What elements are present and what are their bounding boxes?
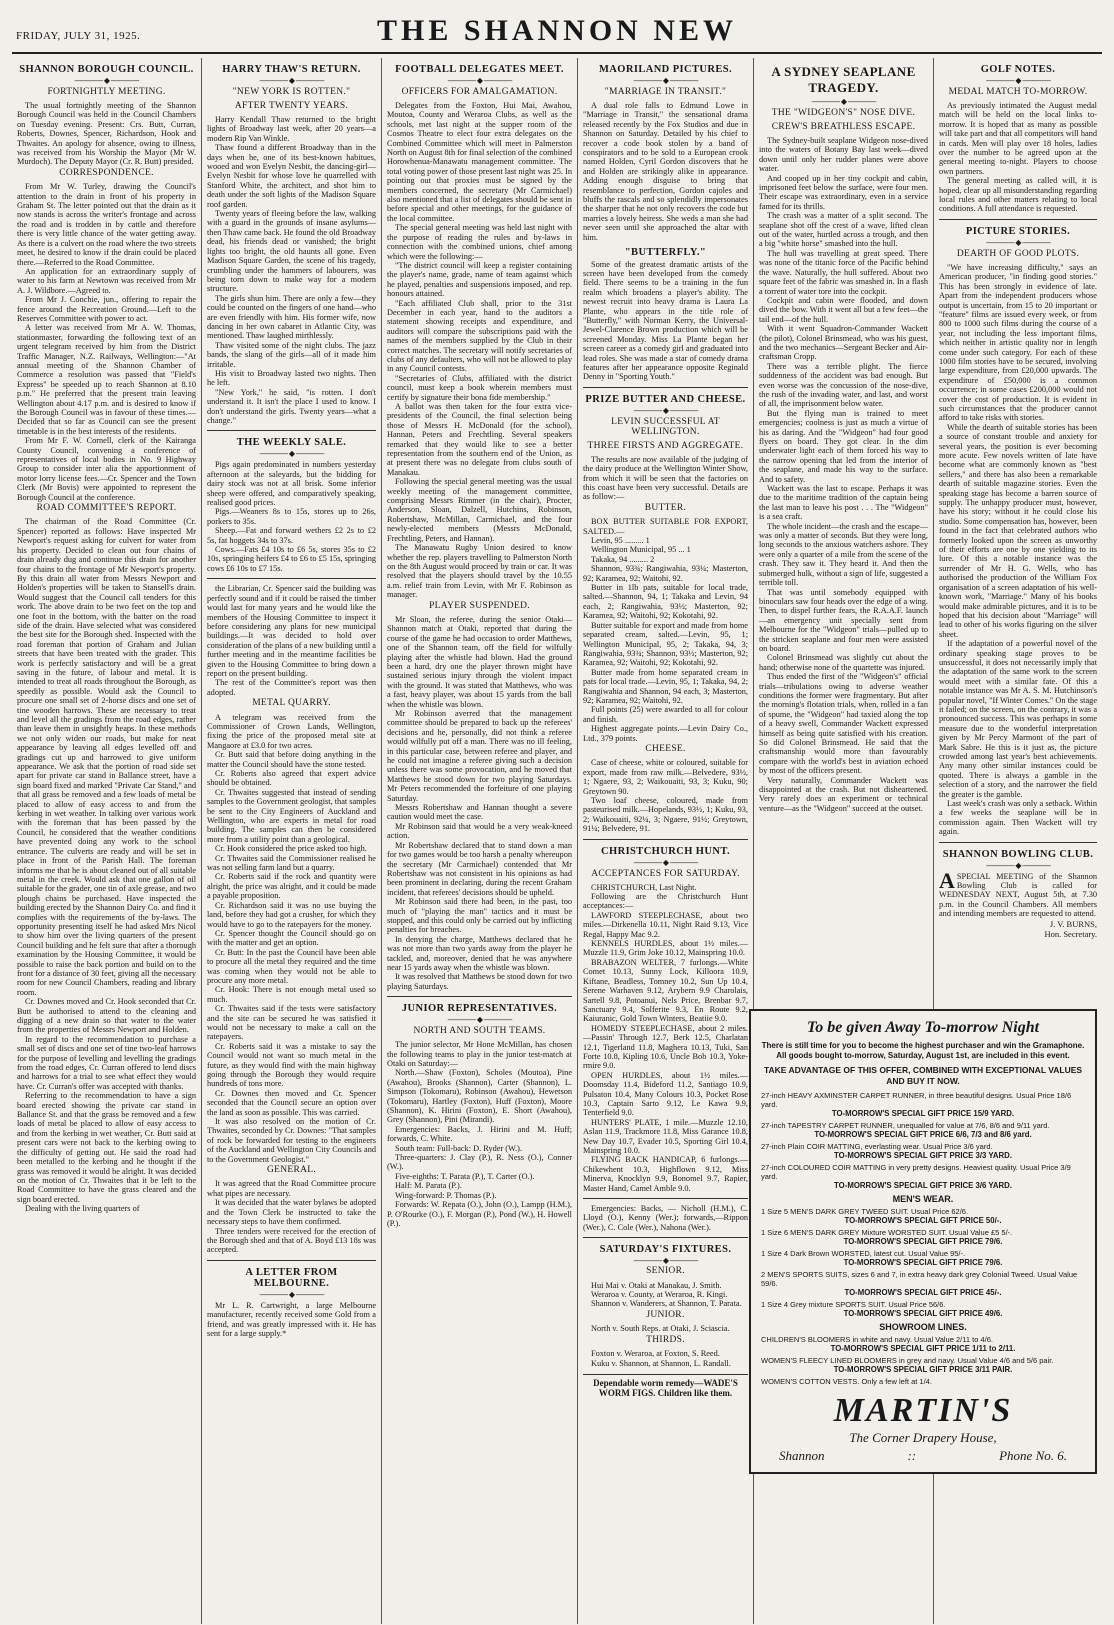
ad-address: The Corner Drapery House, [849,1429,997,1445]
paragraph: Cr. Hook considered the price asked too high. [215,844,367,854]
ad-gift-price: TO-MORROW'S SPECIAL GIFT PRICE 3/11 PAIR. [833,1364,1013,1374]
paragraph: Case of cheese, white or coloured, suitable for export, made from raw milk.—Belvedere, 93½, 1; Ngaere, 93, 2; Waikouaiti, 93, 3; Kuku, 90; Greytown 90. [583,758,748,796]
ad-item: 1 Size 6 MEN'S DARK GREY Mixture WORSTED SUIT. Usual Value £5 5/-. [761,1227,1013,1237]
paragraph: Mr L. R. Cartwright, a large Melbourne manufacturer, recently received some Gold from a friend, and was greatly impressed with it. He has sent for a large supply.* [207,1300,376,1338]
paragraph: OPEN HURDLES, about 1½ miles.—Doomsday 11.4, Bideford 11.2, Santiago 10.9, Pulsaton 10.4, Many Colours 10.3, Pocket Rose 10.3, Captain Sarto 9.12, Le Kawa 9.9, Tenterfield 9.0. [583,1070,748,1118]
paragraph: The Sydney-built seaplane Widgeon nose-dived into the waters of Botany Bay last week—dived down until only her rudder planes were above water. [759,136,928,174]
ad-firm-name: MARTIN'S [833,1391,1013,1429]
article-heading: JUNIOR REPRESENTATIVES. [401,1003,558,1015]
paragraph: Wing-forward: P. Thomas (P.). [395,1190,497,1200]
divider [939,239,1097,247]
ad-gift-price: TO-MORROW'S SPECIAL GIFT PRICE 15/9 YARD. [831,1108,1015,1118]
paragraph: The rest of the Committee's report was then adopted. [207,678,376,697]
article-heading: MAORILAND PICTURES. [598,64,733,75]
paragraph: The Manawatu Rugby Union desired to know whether the rep. players travelling to Palmerston North on the 8th August would proceed by train or car. It was resolved that the players should travel by the 10.55 a.m. relief train from Levin, with Mr F. Robinson as manager. [387,543,572,600]
paragraph: Cr. Butt said that before doing anything in the matter the Council should have the stone tested. [207,750,376,769]
article-heading: SHANNON BOWLING CLUB. [942,848,1094,860]
paragraph: Very naturally, Commander Wackett was disappointed at the crash. But not disheartened. Very rarely does an experiment or technical venture—as the "Widgeon" succeed at the outset. [759,775,928,813]
paragraph: A dual role falls to Edmund Lowe in "Marriage in Transit," the sensational drama released recently by the Fox Studios and due in Shannon on Saturday. Detailed by his chief to recover a code book stolen by a band of conspirators and to be sold to a European crook named Holden, Cyril Gordon discovers that he and Holden are strikingly alike in appearance. Adding enough disguise to bring that resemblance to perfection, Gordon cajoles and bluffs the rascals and so splendidly impersonates the sharper that he not only recovers the code but marries a lovely heiress. She weds a man she had never seen until she approached the altar with him. [583,101,748,242]
article-subheading: LEVIN SUCCESSFUL AT WELLINGTON. [611,416,720,437]
paragraph: Referring to the recommendation to have a sign board erected showing the private car stand in Ballance St. and that the grass be removed and a few loads of metal be placed to allow of easy access to and from the kerbing in wet weather, Cr. Butt said at present cars were not back to the kerbing owing to the difficulty of getting out. He said the road had been metalled to the kerbing and he thought if the grass was removed it would be alright. It was decided on the motion of Cr. Thwaites that it be left to the Road Committee to have the grass cleared and the sign board erected. [17,1091,196,1204]
article-heading: GOLF NOTES. [980,64,1056,75]
article-heading: PICTURE STORIES. [965,225,1071,237]
paragraph: A telegram was received from the Commissioner of Crown Lands, Wellington, fixing the price of the proposed metal site at Mangaore at £3.0 for two acres. [207,712,376,750]
paragraph: North v. South Reps. at Otaki, J. Sciascia. [591,1324,730,1334]
paragraph: It was also resolved on the motion of Cr. Thwaites, seconded by Cr. Downes: "That samples of rock be forwarded for testing to the engineers of the Auckland and Wellington City Councils and to the Government Geologist." [207,1117,376,1164]
ad-gift-price: TO-MORROW'S SPECIAL GIFT PRICE 6/6, 7/3 and 8/6 yard. [814,1129,1032,1139]
ad-item: CHILDREN'S BLOOMERS in white and navy. Usual Value 2/11 to 4/6. [761,1334,993,1344]
article-subheading: OFFICERS FOR AMALGAMATION. [401,87,558,97]
paragraph: Mr Sloan, the referee, during the senior Otaki—Shannon match at Otaki, reported that during the course of the game he had occasion to order Matthews, one of the Shannon team, off the field for wilfully playing after the whistle had blown. Had the ground been a hard, dry one the player thrown might have sustained serious injury through the violent impact with the ground. It was stated that Matthews, who was a fast, heavy player, was about 15 yards from the ball when the whistle was blown. [387,614,572,709]
signature-title: Hon. Secretary. [1044,928,1097,939]
result-row: Takaka, 94 ......... 2 [591,554,655,564]
paragraph: But the flying man is trained to meet emergencies; coolness is just as much a virtue of his as daring. And the "Widgeon" had four good flyers on board. They got clear. In the dim underwater light each of them forced his way to the narrow opening that led from the interior of the seaplane, and made his way to the surface. And to safety. [759,408,928,484]
paragraph: Cockpit and cabin were flooded, and down dived the bow. With it went all but a few feet—the tail end—of the hull. [759,295,928,324]
ad-item: 1 Size 4 Grey mixture SPORTS SUIT. Usual Price 56/6. [761,1299,946,1309]
paragraph: With it went Squadron-Commander Wackett (the pilot), Colonel Brinsmead, who was his guest, and the two mechanics—Sergeant Becker and Air-craftsman Cropp. [759,324,928,362]
section-heading: BUTTER. [644,502,687,513]
divider [207,430,376,431]
article-body [583,101,748,382]
paragraph: In denying the charge, Matthews declared that he was not more than two yards away from the player he tackled, and, moreover, denied that he was anywhere near 15 yards away when the whistle was blown. [387,934,572,972]
article-subheading: FORTNIGHTLY MEETING. [47,87,166,97]
ad-item: 2 MEN'S SPORTS SUITS, sizes 6 and 7, in extra heavy dark grey Colonial Tweed. Usual Value 59/6. [761,1269,1078,1288]
paragraph: A letter was received from Mr A. W. Thomas, stationmaster, forwarding the following text of an urgent telegram received by him from the District Traffic Manager, N.Z. Railways, Wellington:—"At annual meeting of the Shannon Chamber of Commerce a resolution was passed that "Field's Express" be speeded up to reach Shannon at 8.10 p.m." He preferred that the present train leaving Wellington about 4.17 p.m. and is desired to know if the Borough Council was in favour of these times.—Decided that so far as Council can see the present timetable is in the best interests of the residents. [17,323,196,436]
ad-item: 27-inch TAPESTRY CARPET RUNNER, unequalled for value at 7/6, 8/6 and 9/11 yard. [761,1120,1050,1130]
ad-contact [761,1448,1085,1464]
ad-title: To be given Away To-morrow Night [806,1018,1040,1036]
paragraph: Mr Robinson averred that the management committee should be prepared to back up the referees' decisions and he, personally, did not think a referee would wilfully put off a man. There was no ill feeling, in this particular case, between referee and player, and he could not imagine a referee giving such a decision unless there was some provocation, and he moved that Matthews be stood down for two playing Saturdays. Mr Peters recommended the forfeiture of one playing Saturday. [387,709,572,803]
paragraph: His visit to Broadway lasted two nights. Then he left. [207,368,376,388]
paragraph: Harry Kendall Thaw returned to the bright lights of Broadway last week, after 20 years—a modern Rip Van Winkle. [207,115,376,143]
ad-gift-price: TO-MORROW'S SPECIAL GIFT PRICE 79/6. [843,1236,1003,1246]
divider [583,859,748,867]
ad-item: WOMEN'S FLEECY LINED BLOOMERS in grey and navy. Usual Value 4/6 and 5/6 pair. [761,1355,1054,1365]
columns [12,58,1102,1624]
paragraph: Emergencies: Backs, — Nicholl (H.M.), C. Lloyd (O.), Kenny (Wer.); forwards,—Rippon (Wer.), C. Cole (Wer.), Nahona (Wer.). [583,1204,748,1232]
section-heading: "BUTTERFLY." [624,247,707,259]
paragraph: Following the special general meeting was the usual weekly meeting of the management committee, comprising Messrs Rimmer (in the chair), Procter, Anderson, Sloan, Dalzell, Hutchins, Robinson, Robertshaw, McMillan, Carmichael, and the four newly-elected members (Messrs McDonald, Frechtling, Peters, and Hannan). [387,477,572,543]
paragraph: The general meeting as called will, it is hoped, clear up all misunderstanding regarding local rules and other matters relating to local conditions. A full attendance is requested. [939,176,1097,214]
paragraph: The hull was travelling at great speed. There was none of the titanic force of the Pacific behind the wave. Naturally, the hull suffered. About two square feet of the fabric was smashed in. In a flash a torrent of water tore into the cockpit. [759,248,928,296]
paragraph: "The district council will keep a register containing the player's name, grade, name of team against which he played, penalties and suspensions imposed, and rep. honours attained. [387,260,572,299]
divider [207,77,376,85]
article-heading: A SYDNEY SEAPLANE TRAGEDY. [771,64,916,95]
ad-gift-price: TO-MORROW'S SPECIAL GIFT PRICE 45/-. [844,1287,1002,1297]
paragraph: Cr. Downes moved and Cr. Hook seconded that Cr. Butt be authorised to attend to the cleaning and digging of a new drain so that water to the water from the properties of Messrs Newport and Holden. [17,997,196,1035]
article-body [583,455,748,834]
section-heading: JUNIOR. [646,1309,685,1320]
article-body [207,584,376,1254]
article-subheading: "NEW YORK IS ROTTEN." [232,87,351,97]
paragraph: Cr. Thwaites suggested that instead of sending samples to the Government geologist, that samples be sent to the City Engineers of Auckland and Wellington, who are experts in metal for road building. The samples can then be considered more from a utility point than a geological. [207,787,376,844]
article-heading: SHANNON BOROUGH COUNCIL. [19,64,194,75]
paragraph: CHRISTCHURCH, Last Night. [591,882,697,892]
divider [387,996,572,997]
paragraph: FLYING BACK HANDICAP, 6 furlongs.—Chikewhent 10.3, Highflown 9.12, Miss Minerva, Knocklyn 9.9, Bonomel 9.7, Rapier, Master Hand, Camel Amble 9.0. [583,1155,748,1193]
ad-item: 1 Size 5 MEN'S DARK GREY TWEED SUIT. Usual Price 62/6. [761,1206,969,1216]
article-heading: A LETTER FROM MELBOURNE. [245,1266,338,1289]
paragraph: Butter suitable for export and made from home separated cream, salted.—Levin, 95, 1; Wellington Municipal, 95, 2; Takaka, 94, 3; Rangiwahia, 93¾; Shannon, 93½; Masterton, 92; Karamea, 92; Waitohi, 92; Kokotahi, 92. [583,620,748,668]
paragraph: "New York," he said, "is rotten. I don't understand it. It isn't the place I used to know. I don't understand the girls. Twenty years—what a change." [207,387,376,425]
divider [17,77,196,85]
paragraph: Pigs.—Weaners 8s to 15s, stores up to 26s, porkers to 35s. [207,507,376,526]
article-body [207,1301,376,1339]
result-row: Wellington Municipal, 95 ... 1 [591,545,691,555]
article-subheading: THREE FIRSTS AND AGGREGATE. [587,440,744,451]
paragraph: The chairman of the Road Committee (Cr. Spencer) reported as follows: Have inspected Mr Newport's request asking for culvert for water from his property. Decided to clean out four chains of drain already dug and continue this drain for another four chains to the frontage of Mr Newport's property. By this drain all water from Messrs Newport and Holden's properties will be taken to Stansell's drain. Would suggest that the Council call tenders for this work. The above drain to be two feet on the top and one foot in the bottom, with the batter on the road side of the drain. Have selected what was considered the best site for the Borough shed. Inspected with the road foreman that portion of Graham and Julian streets that have been treated with the grader. This work is perfectly satisfactory and will be a great saving in the future, of labour and metal. It is intended to treat all roads throughout the Borough, as speedily as possible. Would ask the Council to procure one small set of 2-horse discs and one set of tine wooden harrows. These are necessary to treat and level all the gradings from the road edges, rather than leave them in unsightly heaps. In these methods we not only widen our roads, but make for neat appearance by leaving all edges levelled off and gradings cut up and harrowed to give uniform appearance. We ask that the portion of road side set apart for private car stand in Ballance street, have a sign board fixed and marked "Private Car Stand," and that all grass be removed and a few loads of metal be placed to allow of easy access to and from the kerbing in wet weather. In talking over various work with the foreman that has been passed by the Council, he considered that the weather conditions have prevented doing any work to the school entrance. The culverts are ready and will be set in place in front of the Parish Hall. The foreman informs me that he is about cleaned out of all suitable metal in the creek. Would ask that one gallon of oil suitable for the grader, one tin of axle grease, and two plough chains be purchased. Have inspected the building erected by the Shannon Dairy Co. and find it complies with the requirements of the by-laws. The opportunity presenting itself he had asked Mrs Nicol to show him over the living quarters of the present Council building and he felt sure that after a thorough examination by the Housing Committee, it would be possible to raise the back portion and build on to the front for a distance of 30 feet, giving all the necessary room for new Council Chambers, reading and library room. [17,517,197,997]
paragraph: Following are the Christchurch Hunt acceptances:— [583,892,748,911]
paragraph: Emergencies: Backs, J. Hirini and M. Huff; forwards, C. White. [387,1124,572,1144]
divider [583,1237,748,1238]
ad-callout: TAKE ADVANTAGE OF THIS OFFER, COMBINED WITH EXCEPTIONAL VALUES AND BUY IT NOW. [763,1064,1083,1086]
divider [207,1291,376,1299]
paragraph: Messrs Robertshaw and Hannan thought a severe caution would meet the case. [387,803,572,822]
paragraph: And cooped up in her tiny cockpit and cabin, imprisoned feet below the surface, were four men. Their escape was extraordinary, even in a service famed for its thrills. [759,173,928,211]
ad-item: 27-inch Plain COIR MATTING, everlasting wear. Usual Price 3/6 yard. [761,1141,993,1151]
divider [759,98,928,106]
article-body [17,101,196,1214]
article-subheading: THE "WIDGEON'S" NOSE DIVE. [771,108,916,118]
section-heading: GENERAL. [266,1165,317,1176]
paragraph: Half: M. Parata (P.). [395,1181,462,1191]
paragraph: From Mr J. Conchie, jun., offering to repair the fence around the Recreation Ground.—Left to the Reserves Committee with power to act. [17,295,196,323]
paragraph: Cr. Roberts also agreed that expert advice should be obtained. [207,769,376,788]
article-heading: CHRISTCHURCH HUNT. [601,845,730,857]
divider [583,387,748,388]
ad-gift-price: TO-MORROW'S SPECIAL GIFT PRICE 3/6 YARD. [834,1180,1012,1190]
paragraph: BOX BUTTER SUITABLE FOR EXPORT, SALTED.— [583,517,748,536]
divider [939,842,1097,843]
article-body [939,263,1097,837]
divider [583,839,748,840]
paragraph: The junior selector, Mr Hone McMillan, has chosen the following teams to play in the junior test-match at Otaki on Saturday:— [387,1040,572,1068]
paragraph: Thaw visited some of the night clubs. The jazz bands, the slang of the girls—all of it made him irritable. [207,340,376,369]
divider [583,407,748,415]
paragraph: Cr. Butt: In the past the Council have been able to procure all the metal they required and the time was coming when they would not be able to procure any more metal. [207,947,376,985]
divider [583,77,748,85]
paragraph: Dealing with the living quarters of [25,1204,140,1214]
divider [207,1260,376,1261]
ad-section-heading: SHOWROOM LINES. [879,1321,967,1332]
paragraph: Cr. Spencer thought the Council should go on with the matter and get an option. [207,928,376,948]
paragraph: An application for an extraordinary supply of water to his farm at Newtown was received from Mr A. J. Wildbore.—Agreed to. [17,266,196,295]
ad-item: WOMEN'S COTTON VESTS. Only a few left at 1/4. [761,1376,932,1386]
paragraph: Last week's crash was only a setback. Within a few weeks the seaplane will be in commission again. Then Wackett will try again. [939,799,1097,837]
paragraph: That was until somebody equipped with binoculars saw four heads over the edge of a wing. Then, to dispel further fears, the R.A.A.F. launch—an emergency unit specially sent from Melbourne for the "Widgeon" trials—pulled up to the stricken seaplane and four men were assisted on board. [759,587,928,653]
paragraph: Highest aggregate points.—Levin Dairy Co., Ltd., 379 points. [583,724,748,743]
ad-gift-price: TO-MORROW'S SPECIAL GIFT PRICE 79/6. [843,1257,1003,1267]
section-heading: SENIOR. [646,1266,685,1277]
paragraph: From Mr W. Turley, drawing the Council's attention to the drain in front of his property in Graham St. The letter pointed out that the drain as it now stands is across the writer's frontage and across the road and is trodden in by cattle and therefore there is very little chance of the water getting away. As there is a culvert on the road where the two streets meet, he desired to know if the drain could be placed there.—Referred to the Road Committee. [17,182,196,267]
ad-gift-price: TO-MORROW'S SPECIAL GIFT PRICE 3/3 YARD. [834,1150,1012,1160]
divider [387,1016,572,1024]
divider [207,578,376,579]
article-body [583,1204,748,1232]
article-subheading: AFTER TWENTY YEARS. [234,101,349,111]
ad-gift-price: TO-MORROW'S SPECIAL GIFT PRICE 1/11 to 2/11. [830,1343,1016,1353]
martins-advertisement [749,1009,1097,1474]
paragraph: Butter in 1lb pats, suitable for local trade, salted.—Shannon, 94, 1; Takaka and Levin, 94 each, 2; Rangiwahia, 93½; Masterton, 92; Karamea, 92; Waitohi, 92; Kokotahi, 92. [583,583,748,621]
article-heading: FOOTBALL DELEGATES MEET. [395,64,564,75]
ad-gift-price: TO-MORROW'S SPECIAL GIFT PRICE 50/-. [844,1215,1002,1225]
newspaper-title: THE SHANNON NEW [376,14,738,47]
article-body [387,101,572,991]
ad-item: 1 Size 4 Dark Brown WORSTED, latest cut. Usual Value 95/-. [761,1248,966,1258]
ad-item: 27-inch HEAVY AXMINSTER CARPET RUNNER, in three beautiful designs. Usual Price 18/6 yard. [761,1090,1072,1109]
paragraph: Cr. Downes then moved and Cr. Spencer seconded that the Council secure an option over the land as soon as possible. This was carried. [207,1088,376,1117]
ad-section-heading: MEN'S WEAR. [892,1193,954,1204]
paragraph: The whole incident—the crash and the escape—was only a matter of seconds. But they were long, long seconds to the anxious watchers ashore. They were only a quarter of a mile from the scene of the crash. They saw it. They heard it. And then the submerged hulk, without a sign of life, suggested a terrible toll. [759,521,928,588]
paragraph: The usual fortnightly meeting of the Shannon Borough Council was held in the Council Chambers on Tuesday evening. Present: Crs. Butt, Curran, Roberts, Downes, Spencer, Richardson, Hook and Thwaites. An apology for absence, owing to illness, was received from his Worship the Mayor (Mr W. Murdoch). The Deputy Mayor (Cr. R. Butt) presided. [17,101,196,167]
ad-phone: Phone No. 6. [999,1447,1067,1463]
paragraph: "We have increasing difficulty," says an American producer, "in finding good stories." This has been strongly in evidence of late. Apart from the independent producers whose output is uncertain, from 15 to 20 important or "feature" films are issued every week, or from 800 to 1000 such films during the course of a year, not including the less important films, which neither in artistic quality nor in length come under such category. For each of these 1000 film stories have to be secured, involving large expenditure, from £20,000 upwards. The expenditure of £50,000 is a common occurrence; in some cases £200,000 would not cover the cost of production. It is evident in such circumstances that the producer cannot afford to take risks with stories. [939,262,1097,423]
section-heading: CHEESE. [645,743,686,754]
paragraph: "Secretaries of Clubs, affiliated with the district council, must keep a book wherein members must certify by signature their bona fide membership." [387,373,572,402]
column-2 [202,58,382,1624]
issue-date: FRIDAY, JULY 31, 1925. [16,30,141,42]
paragraph: Cr. Thwaites said the Commissioner realised he was not selling farm land but a quarry. [207,853,376,873]
paragraph: In regard to the recommendation to purchase a small set of discs and one set of tine two-leaf harrows for the purpose of levelling and levelling the gradings from the road edges, Cr. Curran offered to lend discs and harrows for a trial to see what effect they would have. Cr. Curran's offer was accepted with thanks. [17,1034,196,1091]
article-body [759,136,928,813]
article-subheading: NORTH AND SOUTH TEAMS. [413,1026,546,1037]
paragraph: Foxton v. Weraroa, at Foxton, S. Reed. [591,1349,720,1359]
paragraph: Mr Robinson said that would be a very weak-kneed action. [387,821,572,841]
paragraph: Thaw found a different Broadway than in the days when he, one of its best-known habitues, wooed and won Evelyn Nesbit, the dancing-girl—Evelyn Nesbit for whose love he quarrelled with Stanford White, the architect, and shot him to death under the soft lights of the Madison Square roof garden. [207,143,376,209]
article-heading: HARRY THAW'S RETURN. [222,64,361,75]
article-body [939,867,1097,919]
paragraph: Kuku v. Shannon, at Shannon, L. Randall. [591,1358,731,1368]
small-advert: Dependable worm remedy—WADE'S WORM FIGS. Children like them. [583,1374,748,1398]
paragraph: Shannon v. Wanderers, at Shannon, T. Parata. [591,1299,742,1309]
article-heading: SATURDAY'S FIXTURES. [599,1244,732,1256]
article-subheading: CREW'S BREATHLESS ESCAPE. [771,122,916,132]
paragraph: Five-eighths: T. Parata (P.), T. Carter (O.). [395,1171,535,1181]
paragraph: Sheep.—Fat and forward wethers £2 2s to £2 5s, fat hoggets 34s to 37s. [207,526,376,545]
paragraph: HOMEDY STEEPLECHASE, about 2 miles.—Passin' Through 12.7, Berk 12.5, Charlatan 12.1, Tigerland 11.8, Maghera 10.13, Tuki, San Forte 10.8, Kipling 10.6, Uncle Bob 10.3, Yoke-rmire 9.0. [583,1023,748,1071]
paragraph: Cows.—Fats £4 10s to £6 5s, stores 35s to £2 10s, springing heifers £4 to £6 to £5 15s, springing cows £6 10s to £7 15s. [207,545,376,573]
paragraph: Forwards: W. Repata (O.), John (O.), Lampp (H.M.), P. O'Rourke (O.), F. Morgan (P.), Pond (W.), H. Howell (P.). [387,1200,572,1228]
column-3 [382,58,578,1624]
signature: J. V. BURNS, [1049,918,1097,929]
ad-gift-price: TO-MORROW'S SPECIAL GIFT PRICE 49/6. [843,1308,1003,1318]
paragraph: Cr. Roberts said it was a mistake to say the Council would not want so much metal in the future, as they would find with the main highway going through the Borough they would require hundreds of tons more. [207,1041,376,1089]
paragraph: Mr Robertshaw declared that to stand down a man for two games would be too harsh a penalty whereupon the secretary (Mr Carmichael) contended that Mr Robertshaw was not consistent in his opinions as had been prominent in declaring, during the recent Graham incident, that referees' decisions should be upheld. [387,840,572,897]
paragraph: The special general meeting was held last night with the purpose of reading the rules and by-laws in connection with the combined unions, chief among which were the following:— [387,223,572,261]
paragraph: There was a terrible plight. The fierce suddenness of the accident was bad enough. But even worse was the concussion of the nose-dive, the rush of the invading water, and last, and worst of all, the imprisonment below water. [759,361,928,409]
article-subheading: "MARRIAGE IN TRANSIT." [604,87,727,97]
paragraph: A ballot was then taken for the four extra vice-presidents of the Council, the final selection being those of Messrs H. McDonald (for the school), Hannan, Peters and Frechtling. Several speakers remarked that they would like to see a better representation from the southern end of the Union, as at present there was no delegate from clubs south of Manakau. [387,402,572,477]
paragraph: Colonel Brinsmead was slightly cut about the hand; otherwise none of the quartette was injured. [759,653,928,672]
paragraph: KENNELS HURDLES, about 1½ miles.—Muzzle 11.9, Grim Joke 10.12, Mainspring 10.0. [583,939,748,958]
article-body [583,883,748,1193]
column-1 [12,58,202,1624]
paragraph: Twenty years of fleeing before the law, walking with a guard in the grounds of insane asylums—then Thaw came back. He found the old Broadway dead, his friends dead or vanished; the bright lights too bright, the old haunts all gone. Even Madison Square Garden, the scene of his tragedy, crumbling under the hammers of labourers, was being torn down to make way for a modern structure. [207,209,376,294]
paragraph: Cr. Roberts said if the rock and quantity were alright, the price was alright, and it could be made a payable proposition. [207,872,376,901]
paragraph: Cr. Hook: There is not enough metal used so much. [207,985,376,1004]
article-body [207,115,376,425]
paragraph: North.—Shaw (Foxton), Scholes (Moutoa), Pine (Awahou), Brooks (Shannon), Carter (Shannon), L. Simpson (Tokomaru), Robinson (Awahou), Hewetson (Tokomaru), Hartley (Foxton), Huff (Foxton), Moore (Shannon), K. Hirini (Foxton), E. Short (Awahou), Grey (Shannon), Pini (Mirandi). [387,1068,572,1125]
paragraph: Three tenders were received for the erection of the Borough shed and that of A. Boyd £13 18s was accepted. [207,1226,376,1255]
column-4 [578,58,754,1624]
paragraph: The girls shun him. There are only a few—they could be counted on the fingers of one hand—who are even friendly with him. His former wife, now dancing in her own cabaret in Atlantic City, was mentioned. Thaw laughed mirthlessly. [207,293,376,341]
section-heading: THIRDS. [646,1334,685,1345]
paragraph: Some of the greatest dramatic artists of the screen have been developed from the comedy field. There seems to be a training in the fun realm which broadens a player's ability. The newest recruit into heavy drama is Laura La Plante, who appears in the title role of "Butterfly," with Norman Kerry, the Universal-Jewel-Clarence Brown production which will be screened Monday. Miss La Plante began her screen career as a comedy girl and graduated into lead roles. She was made a star of comedy drama features after her appearance opposite Reginald Denny in "Sporting Youth." [583,259,748,382]
paragraph: Cr. Thwaites said if the tests were satisfactory and the site can be secured he was satisfied it would not be necessary to make a call on the ratepayers. [207,1004,376,1042]
section-heading: PLAYER SUSPENDED. [429,600,530,611]
paragraph: BRABAZON WELTER, 7 furlongs.—White Comet 10.13, Sunny Lock, Killoora 10.9, Kiftane, Beadless, Tomney 10.2, Sun Up 10.4, Serene Warhaven 9.12, Arybern 9.9 Charolais, Sartell 9.8, Potoanui, Nels Price, Brenbar 9.7, Sanctuary 9.4, Solferite 9.3, En Route 9.2, Kaiuranic, Gold Town Winters, Beatiie 9.0. [583,957,748,1024]
paragraph: Full points (25) were awarded to all for colour and finish. [583,705,748,724]
article-subheading: MEDAL MATCH TO-MORROW. [948,87,1088,97]
article-heading: PRIZE BUTTER AND CHEESE. [585,393,746,405]
article-body [939,101,1097,214]
paragraph: LAWFORD STEEPLECHASE, about two miles.—Dirkenella 10.11, Night Raid 9.13, Vice Regal, Happy Mac 9.2. [583,910,748,939]
paragraph: If the adaptation of a powerful novel of the ordinary speaking stage proves to be unsuccessful, it does not necessarily imply that the adaptation of the same work to the screen would meet with a similar fate. Of this a notable instance was Mr A. S. M. Hutchinson's popular novel, "If Winter Comes." On the stage it failed; on the screen, on the contrary, it was a pronounced success. This was perhaps in some measure due to the wonderful interpretation given by Mr Percy Marmont of the part of Mark Sabre. He this is it just as, the picture crowded among last year's best achievements. Any many other similar instances could be quoted. There is always a gamble in the selection of a story, and the narrower the field the greater is the gamble. [939,639,1097,799]
section-heading: ROAD COMMITTEE'S REPORT. [36,503,177,514]
ad-item: 27-inch COLOURED COIR MATTING in very pretty designs. Heaviest quality. Usual Price 3/9 yard. [761,1162,1071,1181]
divider [939,77,1097,85]
article-body [583,1267,748,1368]
paragraph: It was agreed that the Road Committee procure what pipes are necessary. [207,1179,376,1198]
ad-separator: :: [907,1447,917,1463]
section-heading: CORRESPONDENCE. [59,167,154,178]
paragraph: Wackett was the last to escape. Perhaps it was due to the maritime tradition of the captain being the last man to leave his post . . . The "Widgeon" is a sea craft. [759,484,928,522]
divider [583,1198,748,1199]
divider [939,862,1097,870]
paragraph: South team: Full-back: D. Ryder (W.). [395,1143,523,1153]
divider [387,77,572,85]
paragraph: The results are now available of the judging of the dairy produce at the Wellington Winter Show, from which it will be seen that the factories on this coast have been very successful. Details are as follow:— [583,454,748,502]
divider [583,1257,748,1265]
paragraph: Cr. Richardson said it was no use buying the land, before they had got a crusher, for which they would have to go to the ratepayers for the money. [207,900,376,929]
paragraph: It was resolved that Matthews be stood down for two playing Saturdays. [387,972,572,991]
paragraph: Two loaf cheese, coloured, made from pasteurised milk.—Hopelands, 93½, 1; Kuku, 93, 2; Waikouaiti, 92¼, 3; Ngaere, 91½; Greytown, 91¼; Belvedere, 91. [583,796,748,834]
paragraph: It was decided that the water bylaws be adopted and the Town Clerk be instructed to take the necessary steps to have them confirmed. [207,1198,376,1227]
article-body [387,1040,572,1228]
paragraph: Delegates from the Foxton, Hui Mai, Awahou, Moutoa, County and Weraroa Clubs, as well as the schools, met last night at the supper room of the Cosmos Theatre to elect four extra delegates on the Combined Committee which will meet in Palmerston North on August 8th for final selection of the combined Horowhenua-Manawatu management committee. The total voting power of those present last night was 25. In pointing out that proxies must be signed by the members concerned, the secretary (Mr Carmichael) also mentioned that a list of delegates should be sent in before special and other meetings, for the guidance of the local committee. [387,101,572,223]
paragraph: From Mr F. W. Cornell, clerk of the Kairanga County Council, convening a conference of representatives of local bodies in No. 9 Highway Group to consider inter alia the apportionment of motor lorry license fees.—Cr. Spencer and the Town Clerk (Mr Bovis) were appointed to represent the Borough Council at the conference. [17,436,196,502]
paragraph: Shannon, 93¾; Rangiwahia, 93¼; Masterton, 92; Karamea, 92; Waitohi, 92. [583,564,748,583]
article-subheading: ACCEPTANCES FOR SATURDAY. [591,868,740,879]
paragraph: Hui Mai v. Otaki at Manakau, J. Smith. [591,1280,722,1290]
article-subheading: DEARTH OF GOOD PLOTS. [956,248,1080,259]
masthead [12,8,1102,54]
ad-intro: There is still time for you to become the highest purchaser and win the Gramaphone. All goods bought to-morrow, Saturday, August 1st, are included in this event. [761,1040,1085,1060]
paragraph: While the dearth of suitable stories has been a source of constant trouble and anxiety for several years, the position is ever becoming more acute. Few novels written of late have become what are commonly known as "best sellers," and there has also been a remarkable dearth of suitable magazine stories. Even the speaking stage has become a barren source of supply. The unhappy producer must, however, have his story; without it he could close his studio. Some compensation has, however, been found in the fact that celebrated authors who formerly looked upon the screen as unworthy of their efforts are one by one yielding to its lure. Of this a notable instance was the surrender of Mr H. G. Wells, who has authorised the production of the William Fox organisation of a screen adaptation of his well-known work, "Marriage." Many of his books would make admirable pictures, and it is to be hoped that his decision about "Marriage" will lead to other of his works figuring on the silver sheet. [939,422,1097,639]
paragraph: HUNTERS' PLATE, 1 mile.—Muzzle 12.10, Aslan 11.9, Trackmore 11.8, Miss Garance 10.8, New Day 10.7, Evader 10.5, Sporting Girl 10.4, Mainspring 10.0. [583,1117,748,1155]
paragraph: The crash was a matter of a split second. The seaplane shot off the crest of a wave, lifted clean out of the water, hurtled across a trough, and then a big "white horse" smashed into the hull. [759,211,928,249]
paragraph: Pigs again predominated in numbers yesterday afternoon at the saleyards, but the bidding for dairy stock was not at all brisk. Some inferior sheep were offered, and comparatively speaking, realised good prices. [207,460,376,508]
paragraph: the Librarian, Cr. Spencer said the building was perfectly sound and if it could be raised the timber would last for many years and he would like the members of the Housing Committee to inspect it before considering any plans for new municipal buildings.—It was decided to hold over consideration of the plans of a new building until a further meeting and in the meantime facilities be given to the Housing Committee to bring down a report on the present building. [207,584,376,678]
result-row: Levin, 95 ......... 1 [591,536,650,546]
paragraph: Mr Robinson said there had been, in the past, too much of "playing the man" tactics and it must be stopped, and this could only be carried out by inflicting penalties for breaches. [387,897,572,935]
paragraph: Thus ended the first of the "Widgeon's" official trials—tribulations owing to adverse weather conditions the former were fragmentary. But after the morning's flotation trials, when, rolled in a fan of spume, the "Widgeon" had taxied along the top of a heavy swell, Commander Wackett expressed himself as being quite satisfied with his creation. So did Colonel Brinsmead. He said that the craftsmanship would more than favourably compare with the world's best in aviation echoed by most of the officers present. [759,672,928,776]
article-heading: THE WEEKLY SALE. [236,437,347,449]
paragraph: Butter made from home separated cream in pats for local trade.—Levin, 95, 1; Takaka, 94, 2; Rangiwahia and Shannon, 94 each, 3; Masterton, 92; Karamea, 92; Waitohi, 92. [583,667,748,705]
paragraph: Three-quarters: J. Clay (P.), R. Ness (O.), Conner (W.). [387,1153,572,1172]
paragraph: "Each affiliated Club shall, prior to the 31st December in each year, hand to the auditors a statement showing receipts and expenditure, and auditors will compare the subscriptions paid with the names of the members supplied by the Club in their correct matches. The secretary will notify secretaries of clubs of any defaulters, who will not be allowed to play in any Council contests. [387,298,572,374]
article-body [207,460,376,573]
divider [939,219,1097,220]
section-heading: METAL QUARRY. [252,698,331,709]
ad-town: Shannon [779,1447,825,1463]
divider [207,450,376,458]
paragraph: As previously intimated the August medal match will be held on the local links to-morrow. It is hoped that as many as possible will take part and that all competitors will hand in cards. Men will play over 18 holes, ladies over the number to be agreed upon at the general meeting to-night. Players to choose own partners. [939,101,1097,176]
paragraph: Weraroa v. County, at Weraroa, R. Kingi. [591,1290,728,1300]
paragraph: ASPECIAL MEETING of the Shannon Bowling Club is called for WEDNESDAY NEXT, August 5th, at 7.30 p.m. in the Council Chambers. All members and intending members are requested to attend. [939,867,1097,919]
